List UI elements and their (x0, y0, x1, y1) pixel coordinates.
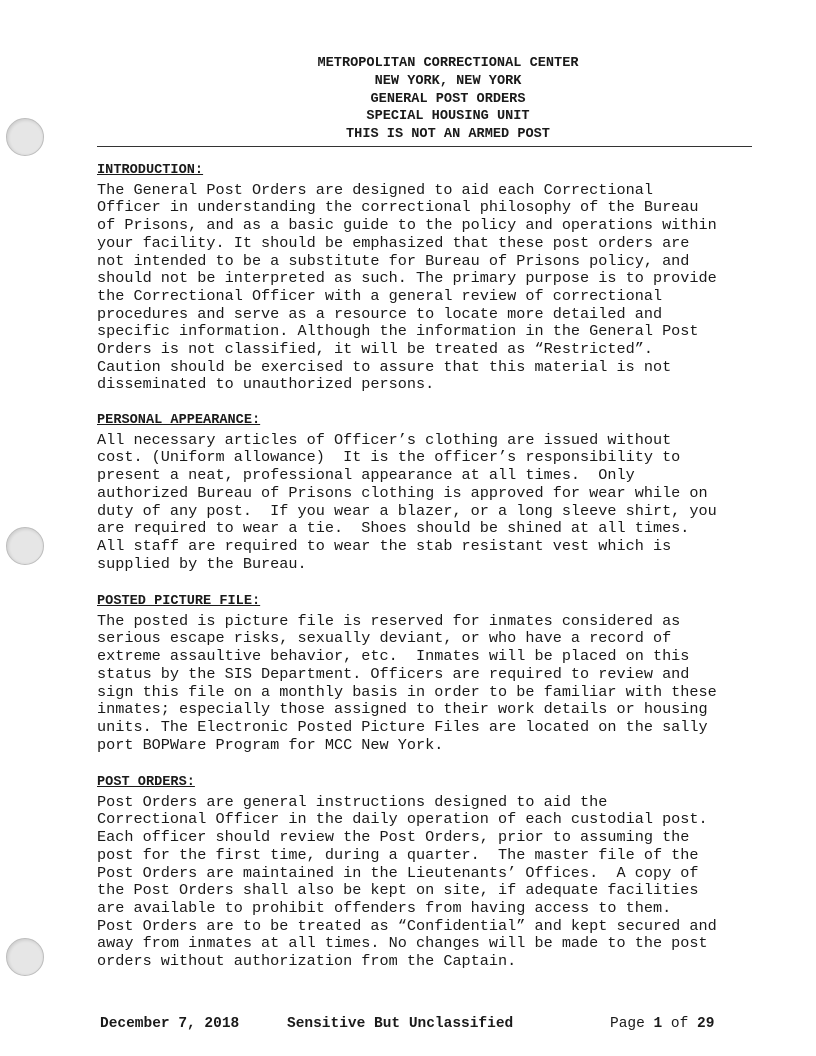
footer-date: December 7, 2018 (100, 1016, 240, 1032)
page-prefix: Page (610, 1016, 645, 1032)
text-line: the Post Orders shall also be kept on site, if adequate facilities (97, 881, 699, 900)
page-of: of (670, 1016, 689, 1032)
header-unit: SPECIAL HOUSING UNIT (366, 109, 530, 125)
text-line: sign this file on a monthly basis in order to be familiar with these (97, 682, 717, 701)
text-line: the Correctional Officer with a general review of correctional (97, 286, 663, 305)
text-line: procedures and serve as a resource to locate more detailed and (97, 304, 663, 323)
text-line: Caution should be exercised to assure that this material is not (97, 357, 672, 376)
section-heading: PERSONAL APPEARANCE: (97, 413, 261, 428)
text-line: specific information. Although the information in the General Post (97, 322, 699, 341)
text-line: are required to wear a tie. Shoes should be shined at all times. (97, 519, 690, 538)
text-line: present a neat, professional appearance at all times. Only (97, 466, 635, 485)
text-line: The General Post Orders are designed to aid each Correctional (97, 180, 653, 199)
footer-classification: Sensitive But Unclassified (287, 1016, 514, 1032)
section-heading: INTRODUCTION: (97, 163, 204, 178)
binder-hole-middle (6, 527, 44, 565)
page-indicator (610, 1016, 714, 1032)
text-line: Each officer should review the Post Orders, prior to assuming the (97, 828, 690, 847)
page-number: 1 (653, 1016, 663, 1032)
page-total: 29 (697, 1016, 715, 1032)
document-header (302, 55, 594, 144)
text-line: Post Orders are to be treated as “Confidential” and kept secured and (97, 916, 717, 935)
text-line: disseminated to unauthorized persons. (97, 375, 435, 394)
header-document-type: GENERAL POST ORDERS (370, 91, 526, 107)
text-line: supplied by the Bureau. (97, 554, 307, 573)
header-facility: METROPOLITAN CORRECTIONAL CENTER (317, 56, 579, 71)
text-line: The posted is picture file is reserved for inmates considered as (97, 611, 681, 630)
text-line: All necessary articles of Officer’s clothing are issued without (97, 430, 672, 449)
section-heading: POST ORDERS: (97, 775, 195, 790)
text-line: cost. (Uniform allowance) It is the officer’s responsibility to (97, 448, 681, 467)
text-line: units. The Electronic Posted Picture Files are located on the sally (97, 717, 708, 736)
text-line: port BOPWare Program for MCC New York. (97, 735, 444, 754)
text-line: All staff are required to wear the stab resistant vest which is (97, 536, 672, 555)
text-line: orders without authorization from the Captain. (97, 952, 517, 971)
text-line: Correctional Officer in the daily operation of each custodial post. (97, 810, 708, 829)
text-line: status by the SIS Department. Officers are required to review and (97, 664, 690, 683)
text-line: your facility. It should be emphasized that these post orders are (97, 233, 690, 252)
text-line: post for the first time, during a quarter. The master file of the (97, 845, 699, 864)
text-line: Post Orders are maintained in the Lieutenants’ Offices. A copy of (97, 863, 699, 882)
text-line: authorized Bureau of Prisons clothing is approved for wear while on (97, 483, 708, 502)
text-line: of Prisons, and as a basic guide to the policy and operations within (97, 216, 717, 235)
text-line: Orders is not classified, it will be treated as “Restricted”. (97, 340, 653, 359)
section-post-orders (97, 774, 762, 971)
binder-hole-bottom (6, 938, 44, 976)
section-introduction (97, 162, 762, 394)
section-posted-picture-file (97, 593, 762, 754)
text-line: extreme assaultive behavior, etc. Inmates will be placed on this (97, 647, 690, 666)
header-location: NEW YORK, NEW YORK (374, 73, 522, 89)
text-line: inmates; especially those assigned to their work details or housing (97, 700, 708, 719)
text-line: not intended to be a substitute for Bureau of Prisons policy, and (97, 251, 690, 270)
text-line: Officer in understanding the correctional philosophy of the Bureau (97, 198, 699, 217)
section-heading: POSTED PICTURE FILE: (97, 594, 261, 609)
text-line: away from inmates at all times. No changes will be made to the post (97, 934, 708, 953)
header-armed-status: THIS IS NOT AN ARMED POST (346, 127, 550, 143)
text-line: should not be interpreted as such. The primary purpose is to provide (97, 269, 717, 288)
header-divider (97, 146, 752, 147)
text-line: Post Orders are general instructions designed to aid the (97, 792, 608, 811)
text-line: duty of any post. If you wear a blazer, or a long sleeve shirt, you (97, 501, 717, 520)
text-line: serious escape risks, sexually deviant, or who have a record of (97, 629, 672, 648)
text-line: are available to prohibit offenders from having access to them. (97, 898, 672, 917)
section-personal-appearance (97, 412, 762, 573)
binder-hole-top (6, 118, 44, 156)
